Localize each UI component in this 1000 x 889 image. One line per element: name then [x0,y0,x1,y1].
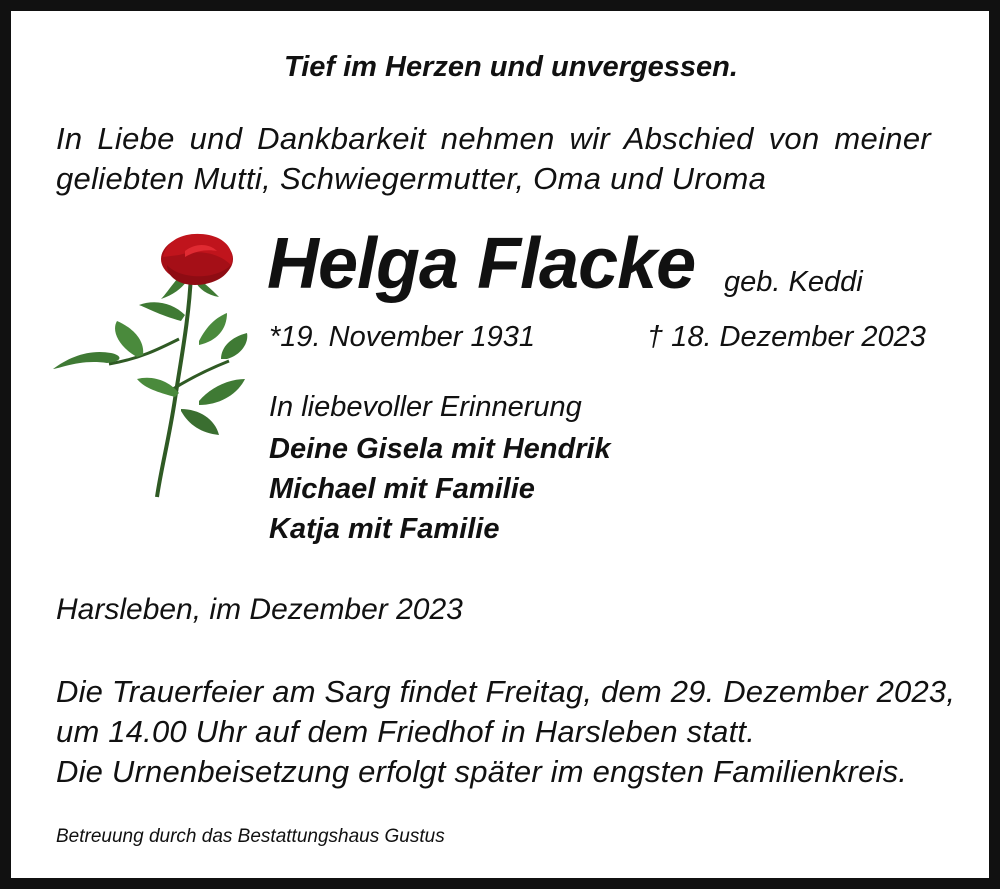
birth-date: *19. November 1931 [269,321,535,353]
rose-icon [49,229,249,504]
memory-line: In liebevoller Erinnerung [269,391,582,423]
maiden-name: geb. Keddi [724,266,863,298]
care-note: Betreuung durch das Bestattungshaus Gustus [56,826,445,847]
place-date: Harsleben, im Dezember 2023 [56,593,463,626]
signature-line: Deine Gisela mit Hendrik [269,433,611,465]
intro-line-1: In Liebe und Dankbarkeit nehmen wir Abschied von meiner [56,121,931,156]
signature-line: Katja mit Familie [269,513,500,545]
ceremony-line: um 14.00 Uhr auf dem Friedhof in Harsleben statt. [56,714,756,749]
motto: Tief im Herzen und unvergessen. [284,51,738,83]
ceremony-line: Die Urnenbeisetzung erfolgt später im engsten Familienkreis. [56,754,908,789]
ceremony-line: Die Trauerfeier am Sarg findet Freitag, dem 29. Dezember 2023, [56,674,956,709]
deceased-name: Helga Flacke [267,224,696,304]
signature-line: Michael mit Familie [269,473,535,505]
intro-line-2: geliebten Mutti, Schwiegermutter, Oma und Uroma [56,161,767,196]
death-date: † 18. Dezember 2023 [647,321,926,353]
